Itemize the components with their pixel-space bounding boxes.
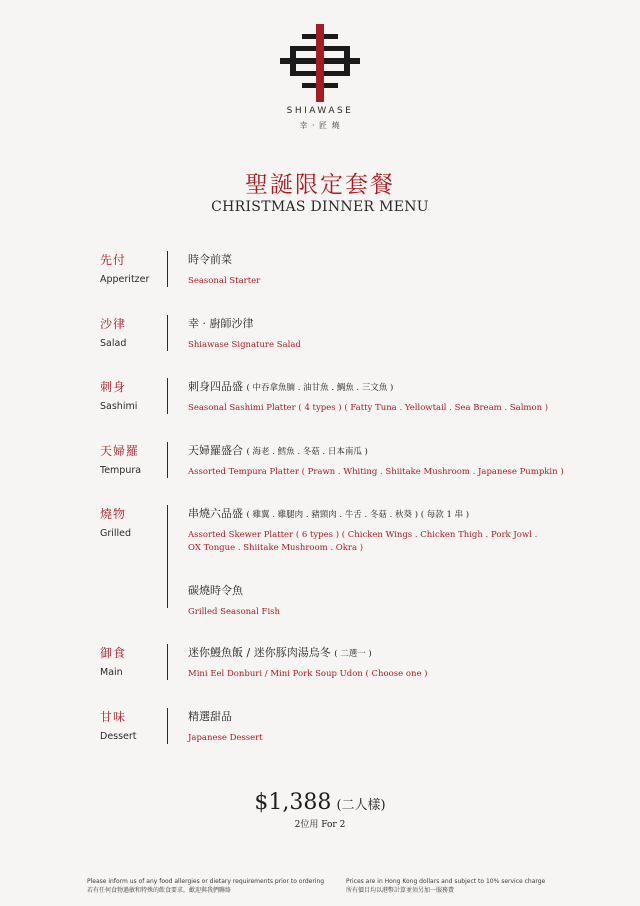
item-name-zh: 精選甜品: [188, 710, 232, 723]
item-name-en: Japanese Dessert: [188, 733, 263, 743]
item-name-zh: 時令前菜: [188, 253, 232, 266]
course-name-en: Apperitzer: [100, 274, 150, 285]
brand-subtitle: 幸 · 匠 燒: [299, 121, 341, 130]
menu-title-en: CHRISTMAS DINNER MENU: [211, 199, 429, 215]
course-name-zh: 御食: [100, 646, 127, 660]
course-name-en: Main: [100, 667, 123, 678]
item-name-zh: 刺身四品盛 ( 中吞拿魚腩 . 油甘魚 . 鯛魚 . 三文魚 ): [188, 380, 394, 393]
item-name-zh: 幸 · 廚師沙律: [188, 317, 254, 330]
course-name-zh: 先付: [100, 253, 127, 267]
course-name-en: Tempura: [100, 465, 142, 476]
item-note-zh: ( 海老 . 鱈魚 . 冬菇 . 日本南瓜 ): [246, 447, 368, 457]
course-name-en: Dessert: [100, 731, 137, 742]
item-name-zh: 碳燒時令魚: [188, 584, 243, 597]
shiawase-logo-icon: [280, 24, 360, 102]
price-for: 2位用 For 2: [294, 820, 346, 830]
course-divider: [167, 251, 168, 287]
item-name-en: Shiawase Signature Salad: [188, 340, 301, 350]
course-name-zh: 沙律: [100, 317, 127, 331]
brand-name: SHIAWASE: [286, 106, 354, 116]
item-note-zh: ( 二選一 ): [334, 649, 372, 659]
price-amount: $1,388: [254, 790, 332, 815]
course-name-en: Salad: [100, 338, 127, 349]
price-unit: (二人樣): [336, 798, 386, 813]
item-name-zh: 迷你鰻魚飯 / 迷你豚肉湯烏冬 ( 二選一 ): [188, 646, 372, 659]
item-name-en: Mini Eel Donburi / Mini Pork Soup Udon ( Choose one ): [188, 669, 428, 679]
footer-price-note: Prices are in Hong Kong dollars and subject to 10% service charge 所有價目均以港幣計算並須另加一服務費: [346, 878, 546, 894]
item-note-zh: ( 中吞拿魚腩 . 油甘魚 . 鯛魚 . 三文魚 ): [246, 383, 394, 393]
item-name-en: Grilled Seasonal Fish: [188, 607, 280, 617]
course-name-zh: 天婦羅: [100, 444, 140, 458]
course-divider: [167, 708, 168, 744]
item-note-zh: ( 雞翼 . 雞腿肉 . 豬頸肉 . 牛舌 . 冬菇 . 秋葵 ) ( 每款 1 串 ): [246, 510, 470, 520]
course-name-zh: 燒物: [100, 507, 127, 521]
course-name-zh: 刺身: [100, 380, 127, 394]
course-name-en: Sashimi: [100, 401, 138, 412]
item-name-en: Assorted Tempura Platter ( Prawn . Whiting . Shiitake Mushroom . Japanese Pumpkin ): [188, 467, 564, 477]
item-name-en: Seasonal Starter: [188, 276, 261, 286]
course-divider: [167, 644, 168, 680]
item-name-en: Assorted Skewer Platter ( 6 types ) ( Chicken Wings . Chicken Thigh . Pork Jowl . OX Tongue . Shiitake Mushroom . Okra ): [188, 530, 538, 553]
footer-allergy-note: Please inform us of any food allergies or dietary requirements prior to ordering 若有任何食物過敏和特殊的飲食要求，歡迎與我們聯絡: [87, 878, 325, 894]
course-divider: [167, 442, 168, 478]
course-divider: [167, 315, 168, 351]
brand-logo: [0, 24, 640, 131]
course-divider: [167, 505, 168, 608]
item-name-zh: 串燒六品盛 ( 雞翼 . 雞腿肉 . 豬頸肉 . 牛舌 . 冬菇 . 秋葵 ) ( 每款 1 串 ): [188, 507, 470, 520]
course-name-en: Grilled: [100, 528, 132, 539]
item-name-en: Seasonal Sashimi Platter ( 4 types ) ( Fatty Tuna . Yellowtail . Sea Bream . Salmon ): [188, 403, 549, 413]
menu-title-zh: 聖誕限定套餐: [245, 172, 395, 198]
price-block: [0, 790, 640, 830]
course-name-zh: 甘味: [100, 710, 127, 724]
course-divider: [167, 378, 168, 414]
item-name-zh: 天婦羅盛合 ( 海老 . 鱈魚 . 冬菇 . 日本南瓜 ): [188, 444, 368, 457]
